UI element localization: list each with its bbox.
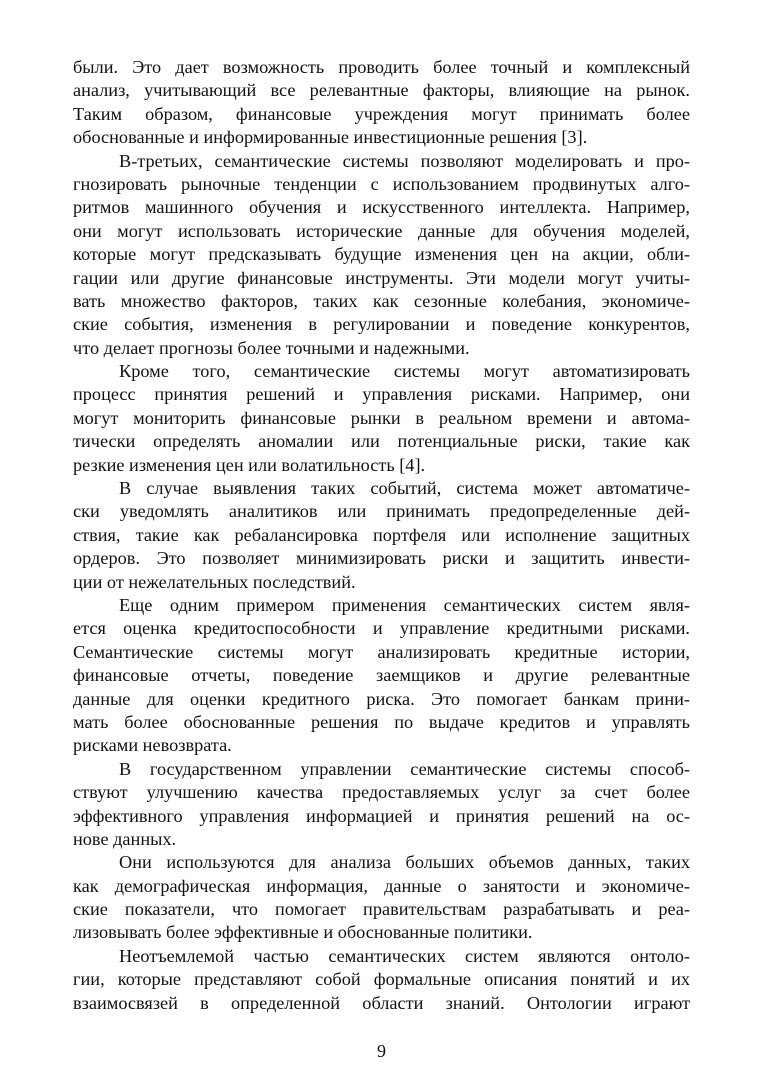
text-line: резкие изменения цен или волатильность [4]. [73,454,426,475]
text-line: могут мониторить финансовые рынки в реальном времени и автома- [73,407,690,428]
text-line: процесс принятия решений и управления рисками. Например, они [73,384,690,405]
text-line: ствия, такие как ребалансировка портфеля или исполнение защитных [73,524,690,545]
text-line: которые могут предсказывать будущие изменения цен на акции, обли- [73,244,690,265]
text-line: ется оценка кредитоспособности и управление кредитными рисками. [73,618,690,639]
text-line: как демографическая информация, данные о занятости и экономиче- [73,875,690,896]
text-line: В случае выявления таких событий, система может автоматиче- [119,478,690,499]
text-line: Кроме того, семантические системы могут автоматизировать [119,361,690,382]
text-line: взаимосвязей в определенной области знаний. Онтологии играют [73,992,690,1013]
text-line: В-третьих, семантические системы позволяют моделировать и про- [119,150,690,171]
text-line: данные для оценки кредитного риска. Это помогает банкам прини- [73,688,690,709]
text-line: ствуют улучшению качества предоставляемых услуг за счет более [73,782,690,803]
text-line: ские показатели, что помогает правительствам разрабатывать и реа- [73,899,690,920]
text-line: Они используются для анализа больших объемов данных, таких [119,852,690,873]
document-body [73,56,690,1015]
page-number: 9 [377,1041,386,1061]
text-line: финансовые отчеты, поведение заемщиков и другие релевантные [73,665,690,686]
text-line: лизовывать более эффективные и обоснованные политики. [73,922,533,943]
text-line: они могут использовать исторические данные для обучения моделей, [73,220,690,241]
text-line: мать более обоснованные решения по выдаче кредитов и управлять [73,711,690,732]
text-line: ритмов машинного обучения и искусственного интеллекта. Например, [73,197,690,218]
text-line: вать множество факторов, таких как сезонные колебания, экономиче- [73,290,690,311]
text-line: нове данных. [73,828,177,849]
text-line: рисками невозврата. [73,735,232,756]
text-line: В государственном управлении семантические системы способ- [119,758,690,779]
text-line: тически определять аномалии или потенциальные риски, такие как [73,431,690,452]
text-line: что делает прогнозы более точными и надежными. [73,337,470,358]
text-line: ские события, изменения в регулировании и поведение конкурентов, [73,314,690,335]
text-line: Таким образом, финансовые учреждения могут принимать более [73,103,690,124]
text-line: гации или другие финансовые инструменты. Эти модели могут учиты- [73,267,690,288]
text-line: анализ, учитывающий все релевантные факторы, влияющие на рынок. [73,80,690,101]
text-line: гии, которые представляют собой формальные описания понятий и их [73,969,690,990]
text-line: ордеров. Это позволяет минимизировать риски и защитить инвести- [73,548,690,569]
text-line: ски уведомлять аналитиков или принимать предопределенные дей- [73,501,690,522]
text-line: эффективного управления информацией и принятия решений на ос- [73,805,690,826]
text-line: были. Это дает возможность проводить более точный и комплексный [73,57,690,77]
text-line: ции от нежелательных последствий. [73,571,356,592]
text-line: Неотъемлемой частью семантических систем являются онтоло- [119,945,690,966]
text-line: обоснованные и информированные инвестиционные решения [3]. [73,127,588,148]
text-line: Еще одним примером применения семантических систем явля- [119,594,690,615]
text-line: Семантические системы могут анализировать кредитные истории, [73,641,690,662]
text-line: гнозировать рыночные тенденции с использованием продвинутых алго- [73,173,690,194]
